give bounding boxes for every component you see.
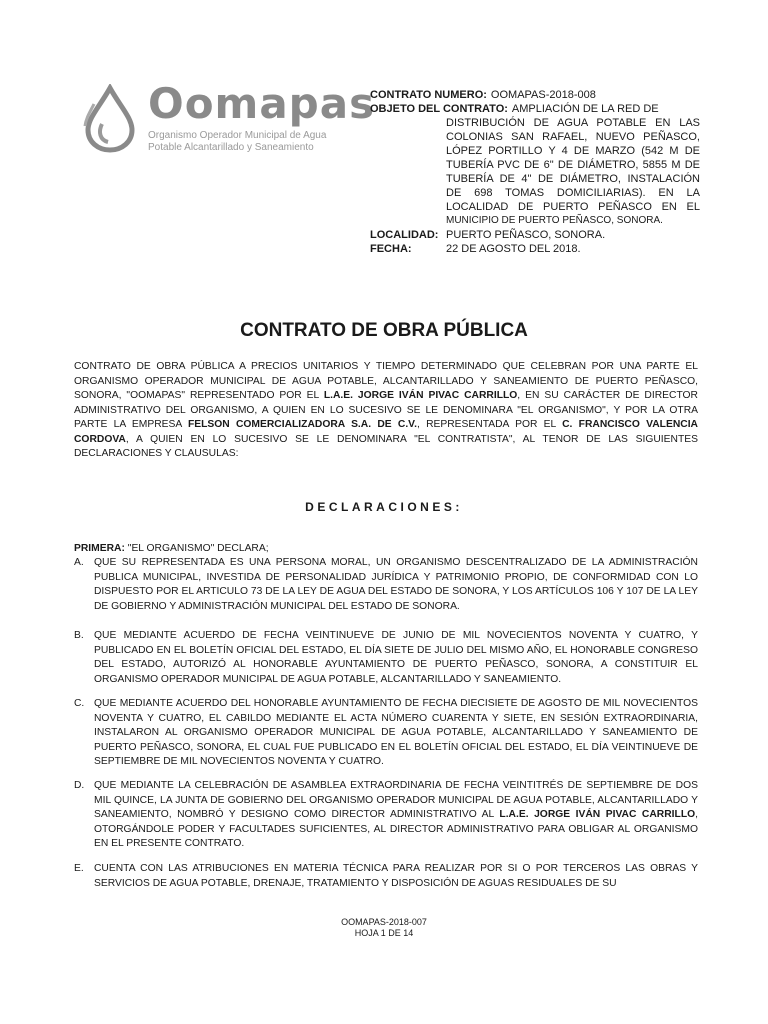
contract-object-last-line: MUNICIPIO DE PUERTO PEÑASCO, SONORA. (446, 215, 663, 226)
locality-label: LOCALIDAD: (370, 229, 439, 241)
intro-bold-1: L.A.E. JORGE IVÁN PIVAC CARRILLO (323, 390, 518, 401)
primera-label: PRIMERA: (74, 543, 125, 554)
contract-object-label: OBJETO DEL CONTRATO: (370, 103, 508, 115)
item-d-text-1: QUE MEDIANTE LA CELEBRACIÓN DE ASAMBLEA EXTRAORDINARIA DE FECHA VEINTITRÉS DE SEPTIEMBRE DE DOS MIL QUINCE, LA JUNTA DE GOBIERNO DEL ORGANISMO OPERADOR MUNICIPAL DE AGUA POTABLE, ALCANTARILLADO Y SANEAMIENTO, NOMBRÓ Y DESIGNO COMO DIRECTOR ADMINISTRATIVO AL (94, 780, 698, 820)
contract-meta (370, 88, 700, 256)
contract-object-row (370, 102, 700, 116)
item-text (94, 779, 698, 852)
item-text: QUE SU REPRESENTADA ES UNA PERSONA MORAL, UN ORGANISMO DESCENTRALIZADO DE LA ADMINISTRACIÓN PUBLICA MUNICIPAL, INVESTIDA DE PERSONALIDAD JURÍDICA Y PATRIMONIO PROPIO, DE CONFORMIDAD CON LO DISPUESTO POR EL ARTICULO 73 DE LA LEY DE AGUA DEL ESTADO DE SONORA, Y LOS ARTÍCULOS 106 Y 107 DE LA LEY DE GOBIERNO Y ADMINISTRACIÓN MUNICIPAL DEL ESTADO DE SONORA. (94, 557, 698, 612)
declaration-item-a (74, 556, 698, 614)
declaration-item-c (74, 697, 698, 770)
item-text: QUE MEDIANTE ACUERDO DEL HONORABLE AYUNTAMIENTO DE FECHA DIECISIETE DE AGOSTO DE MIL NOVECIENTOS NOVENTA Y CUATRO, EL CABILDO MEDIANTE EL ACTA NÚMERO CUARENTA Y SIETE, EN SESIÓN EXTRAORDINARIA, INSTALARON AL ORGANISMO OPERADOR MUNICIPAL DE AGUA POTABLE, ALCANTARILLADO Y SANEAMIENTO DE PUERTO PEÑASCO, SONORA, EL CUAL FUE PUBLICADO EN EL BOLETÍN OFICIAL DEL ESTADO, EL DÍA VEINTINUEVE DE SEPTIEMBRE DE MIL NOVECIENTOS NOVENTA Y CUATRO. (94, 698, 698, 767)
locality-value: PUERTO PEÑASCO, SONORA. (446, 229, 606, 241)
contract-number-value: OOMAPAS-2018-008 (490, 89, 596, 101)
declaration-item-b (74, 629, 698, 687)
item-letter: C. (74, 698, 85, 709)
date-label: FECHA: (370, 243, 412, 255)
primera-heading (74, 543, 269, 554)
logo-subtitle: Organismo Operador Municipal de Agua Potable Alcantarillado y Saneamiento (148, 130, 327, 153)
contract-number-row (370, 88, 700, 102)
intro-text-2: , EN SU CARÁCTER DE DIRECTOR ADMINISTRATIVO DEL ORGANISMO, A QUIEN EN LO SUCESIVO SE LE DENOMINARA "EL ORGANISMO", Y POR LA OTRA PARTE LA EMPRESA (74, 390, 698, 430)
locality-row (370, 228, 700, 242)
item-letter: E. (74, 863, 84, 874)
declarations-heading: DECLARACIONES: (305, 500, 463, 514)
date-value: 22 DE AGOSTO DEL 2018. (446, 243, 581, 255)
item-letter: A. (74, 557, 84, 568)
intro-text-3: , REPRESENTADA POR EL (416, 419, 563, 430)
item-d-bold: L.A.E. JORGE IVÁN PIVAC CARRILLO (499, 809, 696, 820)
intro-bold-3: C. FRANCISCO VALENCIA CORDOVA (74, 419, 698, 445)
item-letter: D. (74, 780, 85, 791)
logo-name: Oomapas (148, 79, 376, 128)
declaration-item-d (74, 779, 698, 852)
item-text: CUENTA CON LAS ATRIBUCIONES EN MATERIA TÉCNICA PARA REALIZAR POR SI O POR TERCEROS LAS OBRAS Y SERVICIOS DE AGUA POTABLE, DRENAJE, TRATAMIENTO Y DISPOSICIÓN DE AGUAS RESIDUALES DE SU (94, 863, 698, 889)
footer-page-number: HOJA 1 DE 14 (354, 928, 414, 938)
intro-text-1: CONTRATO DE OBRA PÚBLICA A PRECIOS UNITARIOS Y TIEMPO DETERMINADO QUE CELEBRAN POR UNA PARTE EL ORGANISMO OPERADOR MUNICIPAL DE AGUA POTABLE, ALCANTARILLADO Y SANEAMIENTO DE PUERTO PEÑASCO, SONORA, "OOMAPAS" REPRESENTADO POR EL (74, 361, 698, 401)
item-text: QUE MEDIANTE ACUERDO DE FECHA VEINTINUEVE DE JUNIO DE MIL NOVECIENTOS NOVENTA Y CUATRO, Y PUBLICADO EN EL BOLETÍN OFICIAL DEL ESTADO, EL DÍA SIETE DE JULIO DEL MISMO AÑO, EL HONORABLE CONGRESO DEL ESTADO, AUTORIZÓ AL HONORABLE AYUNTAMIENTO DE PUERTO PEÑASCO, SONORA, A CONSTITUIR EL ORGANISMO OPERADOR MUNICIPAL DE AGUA POTABLE, ALCANTARILLADO Y SANEAMIENTO. (94, 630, 698, 685)
intro-bold-2: FELSON COMERCIALIZADORA S.A. DE C.V. (187, 419, 417, 430)
item-letter: B. (74, 630, 84, 641)
oomapas-logo (80, 79, 376, 170)
water-drop-icon (80, 84, 140, 154)
contract-number-label: CONTRATO NUMERO: (370, 89, 487, 101)
date-row (370, 242, 700, 256)
footer-code: OOMAPAS-2018-007 (341, 917, 427, 927)
document-title: CONTRATO DE OBRA PÚBLICA (240, 320, 528, 341)
declaration-item-e (74, 862, 698, 891)
contract-object-first-line: AMPLIACIÓN DE LA RED DE (511, 103, 659, 115)
primera-text: "EL ORGANISMO" DECLARA; (124, 543, 269, 554)
intro-paragraph (74, 360, 698, 462)
page-footer (0, 917, 768, 939)
item-d-text-2: , OTORGÁNDOLE PODER Y FACULTADES SUFICIENTES, AL DIRECTOR ADMINISTRATIVO PARA OBLIGAR AL ORGANISMO EN EL PRESENTE CONTRATO. (94, 809, 699, 849)
contract-object-text: DISTRIBUCIÓN DE AGUA POTABLE EN LAS COLONIAS SAN RAFAEL, NUEVO PEÑASCO, LÓPEZ PORTILLO Y 4 DE MARZO (542 M DE TUBERÍA PVC DE 6" DE DIÁMETRO, 5855 M DE TUBERÍA DE 4" DE DIÁMETRO, INSTALACIÓN DE 698 TOMAS DOMICILIARIAS). EN LA LOCALIDAD DE PUERTO PEÑASCO EN EL (446, 117, 700, 213)
intro-text-4: , A QUIEN EN LO SUCESIVO SE LE DENOMINARA "EL CONTRATISTA", AL TENOR DE LAS SIGUIENTES DECLARACIONES Y CLAUSULAS: (74, 433, 698, 459)
